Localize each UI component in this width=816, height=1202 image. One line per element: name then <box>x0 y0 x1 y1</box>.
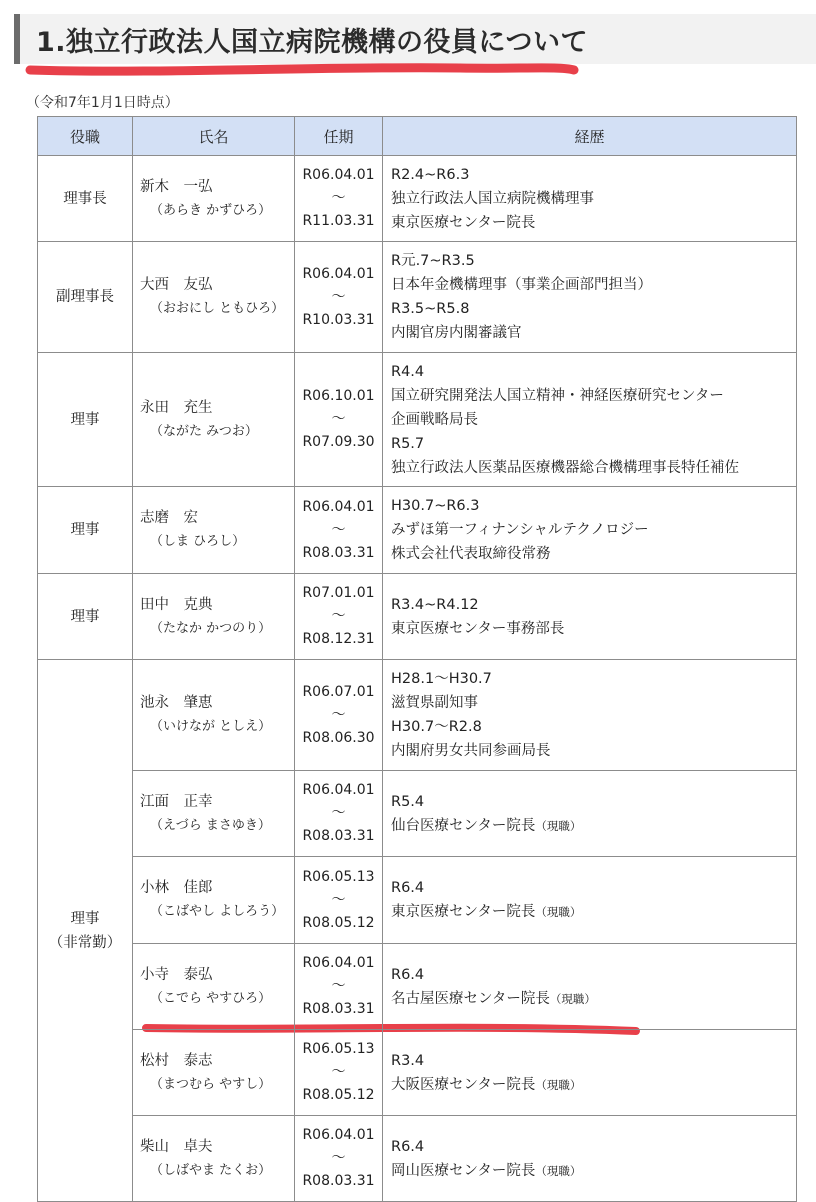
term-end: R08.03.31 <box>302 1001 375 1017</box>
term-sep: 〜 <box>331 608 346 624</box>
current-post-note: （現職） <box>549 991 596 1006</box>
career-line <box>391 814 795 838</box>
term-start: R06.04.01 <box>302 265 375 282</box>
career-line: R4.4 <box>391 363 425 380</box>
table-row <box>38 156 797 242</box>
officer-kana: （おおにし ともひろ） <box>150 301 285 316</box>
term-cell <box>295 487 383 574</box>
term-cell <box>295 353 383 487</box>
column-header: 任期 <box>295 117 383 156</box>
career-line: 独立行政法人医薬品医療機器総合機構理事長特任補佐 <box>391 459 739 476</box>
career-cell <box>383 771 797 857</box>
term-sep: 〜 <box>331 891 346 908</box>
career-cell <box>383 944 797 1030</box>
officer-kana: （あらき かずひろ） <box>150 202 272 218</box>
officer-kana: （まつむら やすし） <box>150 1076 272 1092</box>
career-line: 企画戦略局長 <box>391 411 478 428</box>
term-start: R06.04.01 <box>302 167 375 183</box>
current-post-note: （現職） <box>535 905 582 919</box>
term-end: R08.03.31 <box>302 544 375 561</box>
term-sep: 〜 <box>331 706 346 723</box>
table-row <box>38 353 797 487</box>
career-cell <box>383 574 797 660</box>
name-cell <box>133 1030 295 1116</box>
career-line: 内閣官房内閣審議官 <box>391 325 522 341</box>
term-end: R08.06.30 <box>302 729 375 746</box>
current-post-note: （現職） <box>535 1077 582 1092</box>
officer-name: 小林 佳郎 <box>140 880 213 896</box>
career-line: H28.1〜H30.7 <box>391 671 492 687</box>
officer-kana: （しま ひろし） <box>150 534 246 549</box>
title-underline-mark <box>30 68 574 71</box>
term-start: R06.10.01 <box>302 388 375 404</box>
officer-name: 松村 泰志 <box>140 1052 213 1069</box>
term-end: R07.09.30 <box>302 434 375 450</box>
career-line: 株式会社代表取締役常務 <box>391 546 551 562</box>
term-sep: 〜 <box>331 190 346 206</box>
career-line: H30.7〜R2.8 <box>391 719 482 735</box>
career-line: 国立研究開発法人国立精神・神経医療研究センター <box>391 387 724 404</box>
career-line: H30.7~R6.3 <box>391 498 480 514</box>
career-line <box>391 1159 795 1183</box>
career-line: R3.4 <box>391 1052 425 1069</box>
current-post-note: （現職） <box>535 818 582 833</box>
table-row <box>38 242 797 353</box>
table-row <box>38 857 797 944</box>
term-cell <box>295 660 383 771</box>
career-text: 仙台医療センター院長 <box>391 817 536 834</box>
career-line <box>391 987 795 1011</box>
role-cell: 理事 <box>38 574 133 660</box>
term-start: R06.04.01 <box>302 955 375 971</box>
term-start: R06.04.01 <box>302 498 375 515</box>
career-cell <box>383 487 797 574</box>
term-cell <box>295 944 383 1030</box>
as-of-date: （令和7年1月1日時点） <box>26 95 179 111</box>
career-line: 日本年金機構理事（事業企画部門担当） <box>391 277 652 293</box>
table-row <box>38 487 797 574</box>
officer-kana: （ながた みつお） <box>150 423 258 439</box>
career-line: 独立行政法人国立病院機構理事 <box>391 190 594 207</box>
table-row <box>38 660 797 771</box>
officers-table <box>37 116 797 1202</box>
career-line <box>391 1073 795 1097</box>
officer-kana: （えづら まさゆき） <box>150 817 271 833</box>
term-cell <box>295 574 383 660</box>
term-sep: 〜 <box>331 978 346 994</box>
career-text: 岡山医療センター院長 <box>391 1162 536 1179</box>
table-row <box>38 574 797 660</box>
career-cell <box>383 242 797 353</box>
term-sep: 〜 <box>331 805 346 821</box>
term-start: R06.04.01 <box>302 782 375 798</box>
career-cell <box>383 156 797 242</box>
officer-kana: （こばやし よしろう） <box>150 904 285 919</box>
career-line: 内閣府男女共同参画局長 <box>391 743 551 759</box>
career-text: 大阪医療センター院長 <box>391 1076 536 1093</box>
career-line: R6.4 <box>391 880 425 896</box>
career-line: R6.4 <box>391 1138 425 1155</box>
career-line: R5.4 <box>391 793 425 810</box>
career-cell <box>383 660 797 771</box>
officer-name: 新木 一弘 <box>140 178 213 195</box>
officer-kana: （いけなが としえ） <box>150 719 272 734</box>
career-line: R2.4~R6.3 <box>391 166 470 183</box>
career-line: R3.4~R4.12 <box>391 596 479 613</box>
career-line: R5.7 <box>391 435 425 452</box>
table-row <box>38 944 797 1030</box>
name-cell <box>133 574 295 660</box>
term-end: R10.03.31 <box>302 311 375 328</box>
role-cell: 理事 <box>38 487 133 574</box>
column-header: 経歴 <box>383 117 797 156</box>
term-sep: 〜 <box>331 1150 346 1166</box>
career-cell <box>383 1030 797 1116</box>
term-start: R06.04.01 <box>302 1127 375 1143</box>
column-header: 氏名 <box>133 117 295 156</box>
term-start: R07.01.01 <box>302 585 375 601</box>
officer-name: 江面 正幸 <box>140 793 213 810</box>
term-sep: 〜 <box>331 411 346 427</box>
term-cell <box>295 857 383 944</box>
term-start: R06.07.01 <box>302 683 375 700</box>
officer-kana: （こでら やすひろ） <box>150 990 272 1006</box>
role-cell <box>38 660 133 1202</box>
current-post-note: （現職） <box>535 1163 582 1178</box>
term-sep: 〜 <box>331 521 346 538</box>
officer-name: 池永 肇恵 <box>140 695 213 711</box>
term-sep: 〜 <box>331 288 346 305</box>
table-row <box>38 771 797 857</box>
career-line: 滋賀県副知事 <box>391 695 478 711</box>
officer-name: 小寺 泰弘 <box>140 966 213 983</box>
term-sep: 〜 <box>331 1064 346 1080</box>
officer-name: 永田 充生 <box>140 399 213 416</box>
career-line <box>391 900 795 924</box>
term-end: R08.03.31 <box>302 828 375 844</box>
table-row <box>38 1116 797 1202</box>
career-cell <box>383 353 797 487</box>
career-cell <box>383 1116 797 1202</box>
career-line: みずほ第一フィナンシャルテクノロジー <box>391 522 649 538</box>
section-heading <box>14 14 816 64</box>
term-end: R11.03.31 <box>302 213 375 229</box>
term-end: R08.05.12 <box>302 1087 375 1103</box>
term-start: R06.05.13 <box>302 868 375 885</box>
table-header-row <box>38 117 797 156</box>
table-row <box>38 1030 797 1116</box>
officer-name: 志磨 宏 <box>140 510 198 526</box>
term-end: R08.05.12 <box>302 914 375 931</box>
officer-name: 柴山 卓夫 <box>140 1138 213 1155</box>
column-header: 役職 <box>38 117 133 156</box>
career-line: 東京医療センター事務部長 <box>391 620 565 637</box>
role-label: 理事 <box>70 910 100 927</box>
career-line: R元.7~R3.5 <box>391 253 475 269</box>
term-cell <box>295 1116 383 1202</box>
name-cell <box>133 353 295 487</box>
role-cell: 理事 <box>38 353 133 487</box>
officer-name: 田中 克典 <box>140 596 213 613</box>
career-cell <box>383 857 797 944</box>
name-cell <box>133 1116 295 1202</box>
term-end: R08.12.31 <box>302 631 375 647</box>
officer-kana: （しばやま たくお） <box>150 1162 272 1178</box>
role-cell: 理事長 <box>38 156 133 242</box>
term-cell <box>295 242 383 353</box>
name-cell <box>133 242 295 353</box>
career-line: 東京医療センター院長 <box>391 214 536 231</box>
officer-kana: （たなか かつのり） <box>150 620 272 636</box>
career-line: R6.4 <box>391 966 425 983</box>
term-cell <box>295 156 383 242</box>
name-cell <box>133 156 295 242</box>
page-title: 1.独立行政法人国立病院機構の役員について <box>36 27 589 58</box>
name-cell <box>133 487 295 574</box>
term-cell <box>295 771 383 857</box>
term-end: R08.03.31 <box>302 1173 375 1189</box>
career-text: 東京医療センター院長 <box>391 904 536 920</box>
role-cell: 副理事長 <box>38 242 133 353</box>
officer-name: 大西 友弘 <box>140 277 213 293</box>
term-start: R06.05.13 <box>302 1041 375 1057</box>
name-cell <box>133 660 295 771</box>
career-text: 名古屋医療センター院長 <box>391 990 550 1007</box>
role-sublabel: （非常勤） <box>48 934 122 951</box>
name-cell <box>133 944 295 1030</box>
name-cell <box>133 857 295 944</box>
term-cell <box>295 1030 383 1116</box>
career-line: R3.5~R5.8 <box>391 301 470 317</box>
name-cell <box>133 771 295 857</box>
